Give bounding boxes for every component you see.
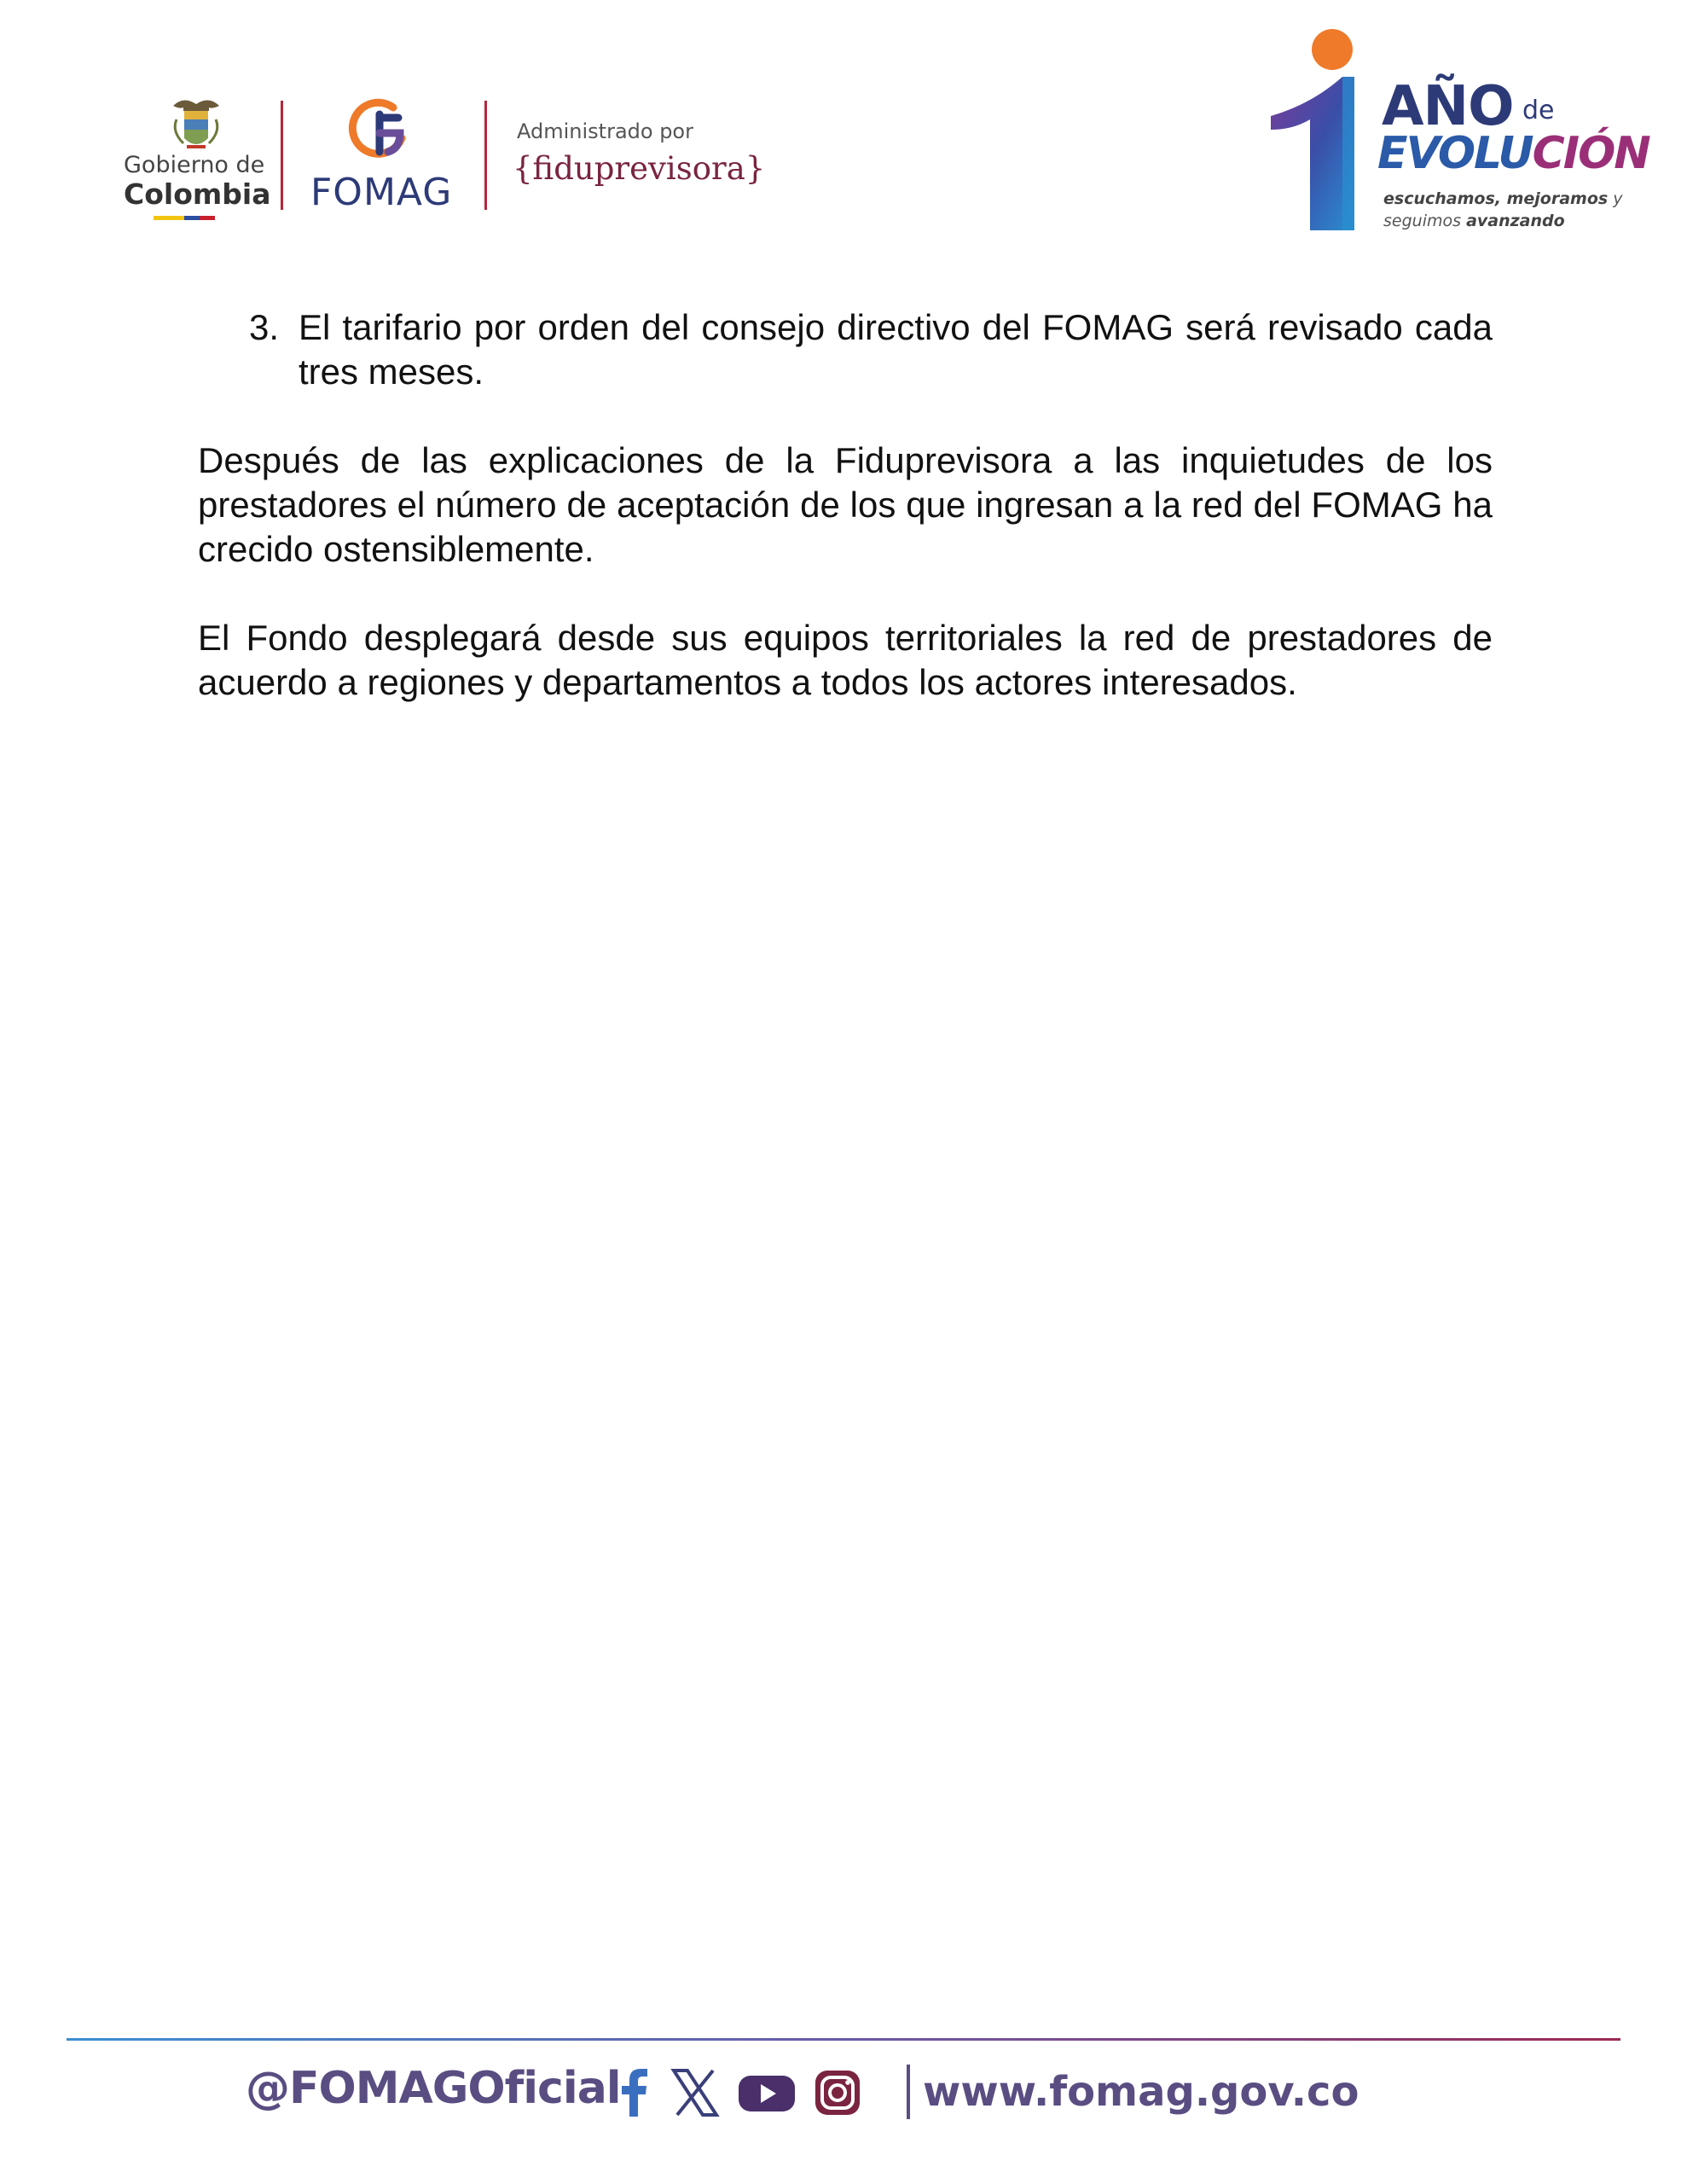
- gobierno-de-colombia-logo: [119, 94, 273, 222]
- youtube-icon[interactable]: [737, 2069, 797, 2117]
- tagline-line1: [1383, 189, 1623, 208]
- colombia-coat-of-arms-icon: [166, 94, 226, 154]
- list-item: [249, 305, 1493, 394]
- numbered-list: [198, 305, 1493, 394]
- tagline-line2: [1383, 212, 1565, 230]
- footer-divider: [67, 2038, 1620, 2041]
- body-paragraph: El Fondo desplegará desde sus equipos territoriales la red de prestadores de acuerdo a regiones y departamentos a todos los actores interesados.: [198, 618, 1493, 702]
- document-body: [198, 305, 1493, 705]
- header-divider: [281, 101, 283, 210]
- x-icon[interactable]: [670, 2069, 720, 2117]
- one-year-numeral-icon: [1269, 26, 1363, 235]
- website-link[interactable]: www.fomag.gov.co: [923, 2068, 1359, 2116]
- tagline-part-c: seguimos: [1383, 212, 1462, 230]
- evolucion-part2: CIÓN: [1532, 128, 1649, 179]
- gobierno-line1: Gobierno de: [124, 152, 265, 178]
- facebook-icon[interactable]: [619, 2069, 650, 2117]
- list-item-number: 3.: [249, 307, 280, 347]
- instagram-icon[interactable]: [814, 2069, 861, 2117]
- fiduprevisora-logo: {fiduprevisora}: [513, 150, 766, 187]
- fomag-wordmark: FOMAG: [310, 171, 453, 214]
- gobierno-line2: Colombia: [124, 177, 271, 211]
- header-divider: [484, 101, 487, 210]
- colombia-flag-bar: [154, 216, 215, 220]
- body-paragraph: Después de las explicaciones de la Fiduprevisora a las inquietudes de los prestadores el número de aceptación de los que ingresan a la red del FOMAG ha crecido ostensiblemente.: [198, 440, 1493, 569]
- administrado-por-label: Administrado por: [517, 119, 693, 143]
- list-item-text: El tarifario por orden del consejo directivo del FOMAG será revisado cada tres meses.: [299, 307, 1493, 392]
- tagline-part-a: escuchamos, mejoramos: [1383, 189, 1609, 208]
- tagline-part-b: y: [1613, 189, 1623, 208]
- fomag-emblem-icon: [345, 96, 414, 164]
- anio-title: AÑO: [1382, 75, 1514, 138]
- social-handle: @FOMAGOficial: [246, 2063, 621, 2114]
- evolucion-part1: EVOLU: [1377, 128, 1533, 179]
- evolucion-title: [1377, 128, 1649, 179]
- footer-separator: [907, 2065, 910, 2119]
- tagline-part-d: avanzando: [1466, 212, 1565, 230]
- anio-de: de: [1522, 96, 1555, 125]
- fomag-logo: [307, 96, 461, 215]
